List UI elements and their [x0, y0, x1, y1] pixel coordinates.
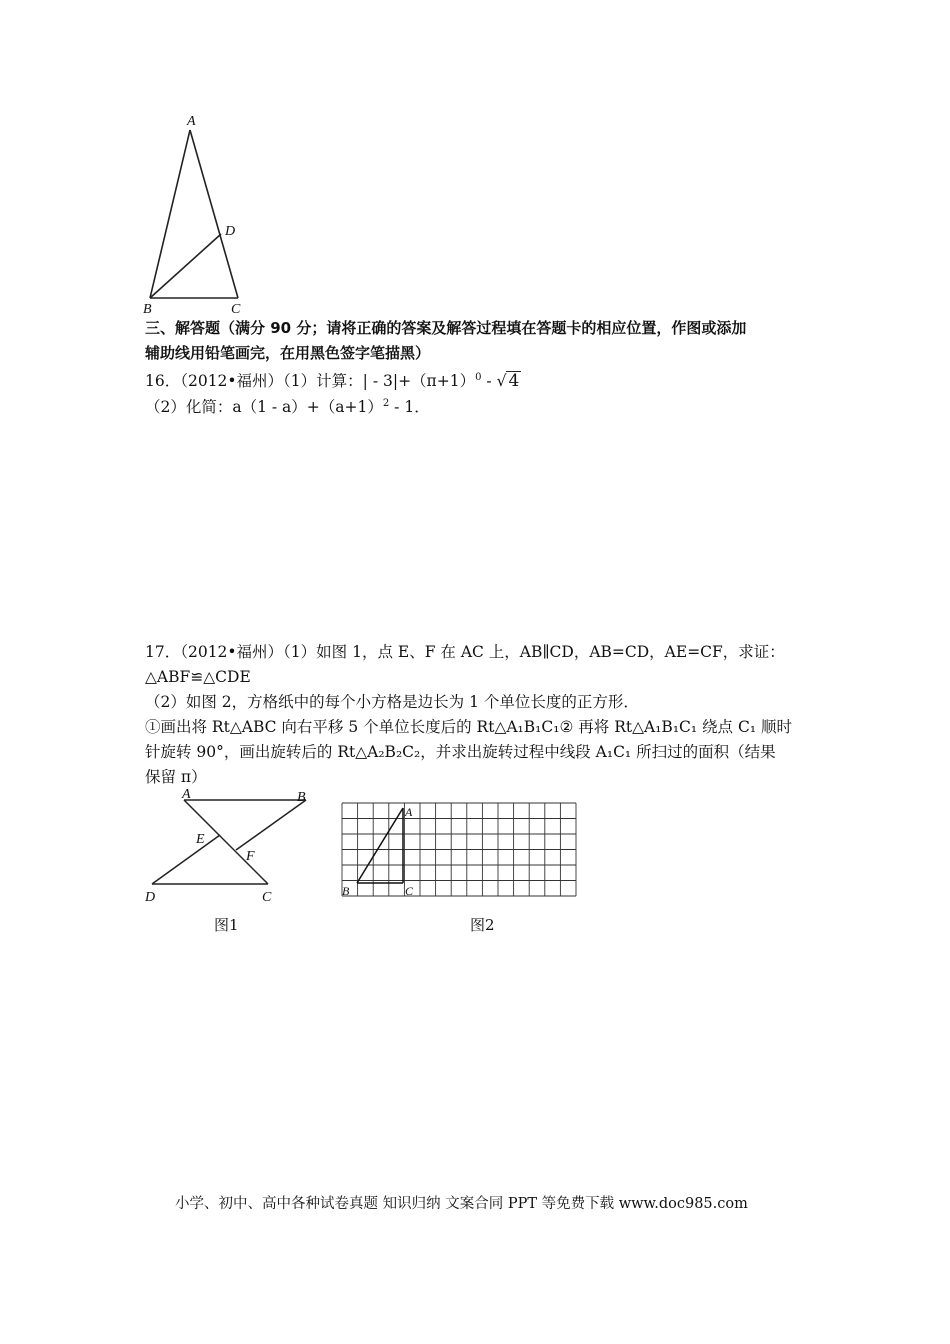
fig2-segment-ab [357, 808, 403, 883]
q17-line3: （2）如图 2，方格纸中的每个小方格是边长为 1 个单位长度的正方形． [145, 693, 639, 711]
q16-part1-exponent: 0 [475, 372, 482, 383]
q16-part2-text: （2）化简：a（1 - a）+（a+1） [145, 398, 383, 417]
footer-text: 小学、初中、高中各种试卷真题 知识归纳 文案合同 PPT 等免费下载 www.doc985.com [175, 1196, 748, 1212]
q17-line6: 保留 π） [145, 768, 207, 786]
figure-1 [140, 788, 315, 908]
q16-part2-exponent: 2 [382, 398, 390, 409]
fig1-label-a: A [182, 788, 191, 802]
section-heading-line1: 三、解答题（满分 90 分；请将正确的答案及解答过程填在答题卡的相应位置，作图或添加 [145, 319, 747, 337]
fig1-label-e: E [196, 832, 205, 847]
segment-bd [150, 234, 221, 298]
fig1-caption: 图1 [214, 916, 239, 934]
q16-radicand: 4 [508, 371, 520, 392]
q16-part1-minus: - [481, 372, 497, 391]
fig2-label-b: B [342, 884, 350, 898]
fig1-label-c: C [262, 890, 272, 905]
fig1-label-f: F [246, 849, 255, 864]
q17-line1: 17．（2012•福州）（1）如图 1，点 E、F 在 AC 上，AB∥CD，AB=CD，AE=CF，求证： [145, 643, 785, 661]
fig1-label-b: B [297, 790, 306, 805]
q16-part2 [145, 392, 430, 419]
fig2-label-c: C [405, 884, 414, 898]
fig1-segment-bd-part [236, 800, 306, 850]
q16-part1-text: 16．（2012•福州）（1）计算：| - 3|+（π+1） [145, 372, 476, 391]
fig1-label-d: D [145, 890, 156, 905]
q16-part1 [145, 366, 521, 393]
q16-part2-suffix: - 1． [389, 398, 430, 417]
label-a: A [187, 114, 196, 129]
segment-ab [150, 130, 190, 298]
label-b: B [143, 302, 152, 317]
label-c: C [231, 302, 241, 317]
triangle-figure-abd [130, 108, 260, 320]
fig2-label-a: A [405, 805, 413, 819]
segment-ac [190, 130, 238, 298]
label-d: D [225, 224, 236, 239]
fig1-segment-de [152, 835, 220, 884]
q17-line2: △ABF≌△CDE [145, 668, 251, 686]
q17-line5: 针旋转 90°，画出旋转后的 Rt△A₂B₂C₂，并求出旋转过程中线段 A₁C₁ 所扫过的面积（结果 [145, 743, 776, 761]
figure-2-grid [335, 798, 585, 908]
fig2-caption: 图2 [470, 916, 495, 934]
sqrt-symbol: √ 4 [496, 371, 520, 392]
section-heading-line2: 辅助线用铅笔画完，在用黑色签字笔描黑） [145, 344, 431, 362]
q17-line4: ①画出将 Rt△ABC 向右平移 5 个单位长度后的 Rt△A₁B₁C₁② 再将 Rt△A₁B₁C₁ 绕点 C₁ 顺时 [145, 718, 792, 736]
